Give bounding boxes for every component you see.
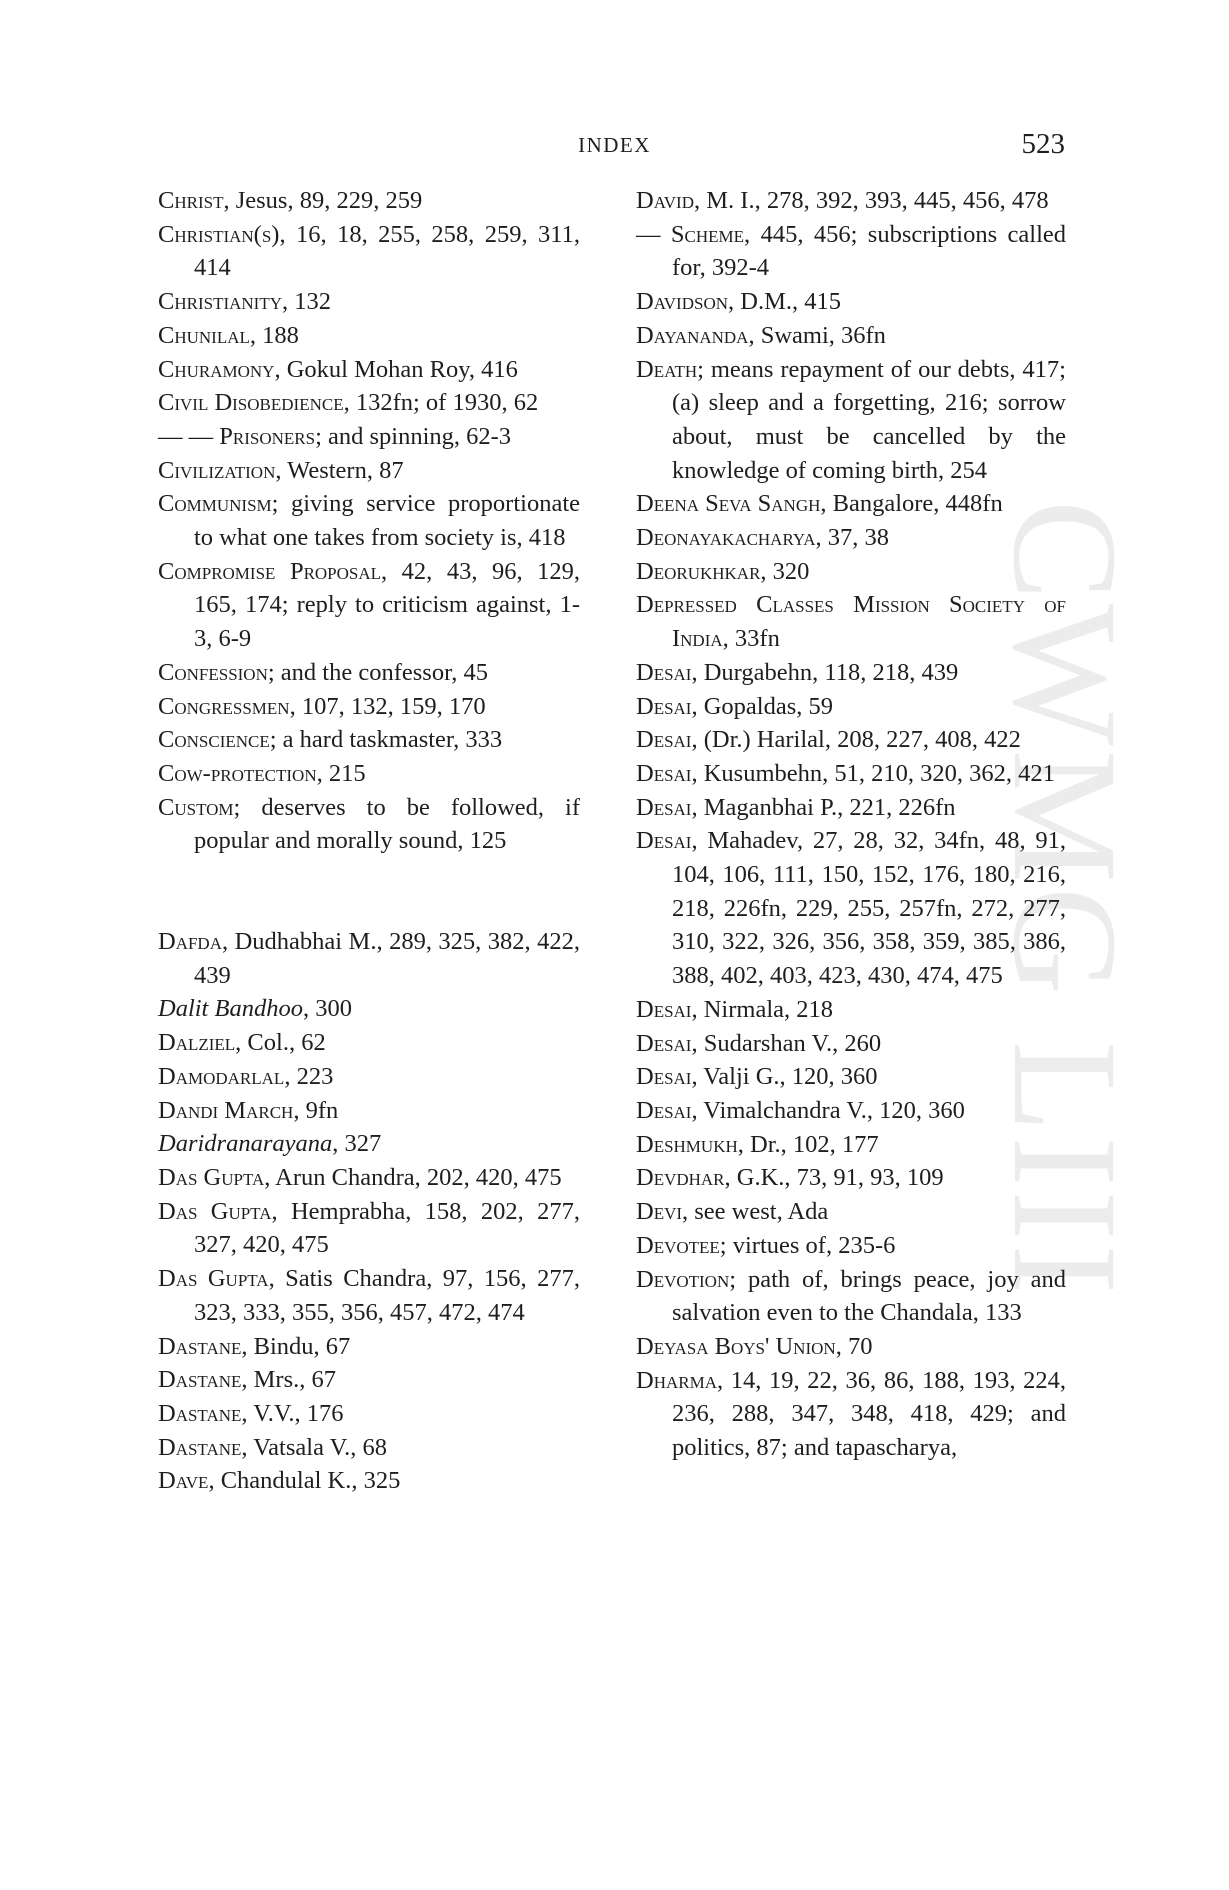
index-entry: [158, 723, 580, 757]
index-entry: [158, 218, 580, 285]
entry-references: , D.M., 415: [728, 288, 841, 316]
entry-references: , Vatsala V., 68: [241, 1433, 388, 1461]
entry-heading: Cow-protection: [158, 759, 317, 787]
entry-heading: Prisoners: [219, 422, 316, 450]
entry-heading: Devdhar: [636, 1164, 725, 1192]
index-entry: [158, 1060, 580, 1094]
entry-references: ; giving service proportionate to what one takes from society is, 418: [194, 490, 580, 552]
index-entry: [636, 656, 1066, 690]
index-entry: [636, 1229, 1066, 1263]
index-entry: [636, 555, 1066, 589]
entry-dash: — —: [158, 422, 220, 450]
entry-references: , 14, 19, 22, 36, 86, 188, 193, 224, 236, 288, 347, 348, 418, 429; and politics, 87; and tapascharya,: [672, 1366, 1066, 1462]
index-entry: [158, 791, 580, 858]
entry-references: ; path of, brings peace, joy and salvation even to the Chandala, 133: [672, 1265, 1066, 1327]
entry-references: , Kusumbehn, 51, 210, 320, 362, 421: [691, 759, 1055, 787]
entry-references: , Valji G., 120, 360: [691, 1063, 878, 1091]
entry-heading: Devi: [636, 1198, 683, 1226]
index-entry: [158, 1127, 580, 1161]
entry-references: , Arun Chandra, 202, 420, 475: [264, 1163, 562, 1191]
entry-heading: Deonayakacharya: [636, 524, 816, 552]
entry-heading: Dafda: [158, 928, 222, 956]
entry-references: , 188: [249, 321, 299, 349]
index-entry: [636, 1195, 1066, 1229]
entry-references: , G.K., 73, 91, 93, 109: [724, 1164, 944, 1192]
index-entry: [158, 1464, 580, 1498]
entry-dash: —: [636, 220, 671, 248]
entry-heading: Dalziel: [158, 1029, 236, 1057]
entry-references: , Mahadev, 27, 28, 32, 34fn, 48, 91, 104, 106, 111, 150, 152, 176, 180, 216, 218, 226fn, 229, 255, 257fn, 272, 277, 310, 322, 326, 356, 358, 359, 385, 386, 388, 402, 403, 423, 430, 474, 475: [672, 827, 1066, 990]
index-entry: [158, 555, 580, 656]
index-entry: [158, 487, 580, 554]
entry-heading: Desai: [636, 726, 692, 754]
entry-heading: Desai: [636, 692, 692, 720]
index-entry: [158, 1195, 580, 1262]
index-entry: [636, 1364, 1066, 1465]
entry-heading: Das Gupta: [158, 1163, 265, 1191]
entry-references: , Swami, 36fn: [748, 321, 886, 349]
entry-references: ; means repayment of our debts, 417; (a) sleep and a forgetting, 216; sorrow about, must be cancelled by the knowledge of coming birth, 254: [672, 355, 1066, 484]
index-entry: [636, 1027, 1066, 1061]
index-entry: [636, 319, 1066, 353]
entry-heading: Das Gupta: [158, 1265, 269, 1293]
entry-references: , 33fn: [722, 625, 780, 653]
entry-references: , Dr., 102, 177: [737, 1130, 879, 1158]
entry-heading: Desai: [636, 1029, 692, 1057]
entry-references: , Bindu, 67: [241, 1332, 351, 1360]
index-entry: [636, 1128, 1066, 1162]
index-entry: [636, 993, 1066, 1027]
entry-references: , Chandulal K., 325: [208, 1467, 401, 1495]
index-entry: [158, 1431, 580, 1465]
index-column-right: [636, 184, 1066, 1465]
entry-heading: Dandi March: [158, 1096, 294, 1124]
entry-heading: Davidson: [636, 288, 729, 316]
entry-heading: Desai: [636, 793, 692, 821]
index-entry: [636, 1060, 1066, 1094]
entry-references: , Jesus, 89, 229, 259: [223, 187, 423, 214]
index-entry: [158, 757, 580, 791]
entry-references: , 320: [760, 557, 810, 585]
index-entry: [636, 285, 1066, 319]
entry-references: , Sudarshan V., 260: [691, 1029, 882, 1057]
entry-references: , Gopaldas, 59: [691, 692, 834, 720]
entry-heading-italic: Dalit Bandhoo: [158, 995, 303, 1023]
entry-references: , 223: [284, 1062, 334, 1090]
entry-references: , 16, 18, 255, 258, 259, 311, 414: [194, 220, 580, 282]
index-entry: [636, 824, 1066, 993]
index-group-c: [158, 184, 580, 858]
entry-heading: Conscience: [158, 726, 270, 754]
entry-references: , Satis Chandra, 97, 156, 277, 323, 333, 355, 356, 457, 472, 474: [194, 1265, 580, 1326]
entry-heading: Custom: [158, 793, 234, 821]
entry-heading: Communism: [158, 490, 272, 518]
entry-heading: Desai: [636, 658, 692, 686]
entry-references: , 445, 456; subscriptions called for, 392-4: [672, 220, 1066, 282]
index-entry: [636, 1263, 1066, 1330]
entry-heading: Desai: [636, 995, 692, 1023]
entry-heading: David: [636, 187, 694, 214]
entry-heading: Dastane: [158, 1433, 242, 1461]
entry-heading: Christianity: [158, 288, 282, 316]
entry-heading: Deshmukh: [636, 1130, 738, 1158]
entry-heading: Dastane: [158, 1399, 242, 1427]
index-entry: [158, 992, 580, 1026]
entry-references: , 107, 132, 159, 170: [289, 692, 486, 720]
index-entry: [158, 386, 580, 420]
index-entry: [158, 285, 580, 319]
entry-references: , 300: [302, 995, 352, 1023]
index-entry: [636, 184, 1066, 218]
index-entry: [636, 353, 1066, 488]
index-entry: [636, 521, 1066, 555]
entry-references: , Durgabehn, 118, 218, 439: [691, 658, 959, 686]
entry-references: , 215: [316, 759, 366, 787]
index-entry: [636, 588, 1066, 655]
entry-references: , M. I., 278, 392, 393, 445, 456, 478: [694, 187, 1049, 214]
entry-heading: Dastane: [158, 1332, 242, 1360]
index-entry: [636, 690, 1066, 724]
section-gap: [158, 858, 580, 925]
index-entry: [158, 319, 580, 353]
entry-heading: Desai: [636, 759, 692, 787]
page-number: 523: [1021, 128, 1065, 160]
index-entry: [158, 1262, 580, 1329]
entry-references: , Col., 62: [235, 1029, 326, 1057]
entry-references: , 132fn; of 1930, 62: [343, 389, 539, 417]
entry-heading: Deorukhkar: [636, 557, 761, 585]
entry-heading: Desai: [636, 1096, 692, 1124]
index-entry: [158, 1397, 580, 1431]
entry-heading: Chunilal: [158, 321, 250, 349]
index-entry: [636, 218, 1066, 285]
entry-heading: Damodarlal: [158, 1062, 285, 1090]
entry-heading: Devotion: [636, 1265, 730, 1293]
index-entry: [158, 1330, 580, 1364]
index-group-d: [158, 925, 580, 1498]
entry-heading: Desai: [636, 1063, 692, 1091]
index-entry: [158, 1026, 580, 1060]
index-entry: [158, 420, 580, 454]
entry-references: , Maganbhai P., 221, 226fn: [691, 793, 956, 821]
entry-references: , 37, 38: [815, 524, 890, 552]
entry-heading: Civil Disobedience: [158, 389, 344, 417]
entry-references: , Western, 87: [275, 456, 404, 484]
entry-references: ; a hard taskmaster, 333: [269, 726, 503, 754]
entry-heading: Dave: [158, 1467, 209, 1495]
entry-heading: Devotee: [636, 1231, 720, 1259]
index-entry: [636, 791, 1066, 825]
entry-heading: Civilization: [158, 456, 276, 484]
entry-heading: Churamony: [158, 355, 275, 383]
index-entry: [636, 1330, 1066, 1364]
entry-references: , 42, 43, 96, 129, 165, 174; reply to criticism against, 1-3, 6-9: [194, 557, 580, 653]
entry-heading: Dharma: [636, 1366, 717, 1394]
entry-references: , Bangalore, 448fn: [820, 490, 1003, 518]
entry-heading: Deyasa Boys' Union: [636, 1332, 836, 1360]
entry-references: , 132: [282, 288, 331, 316]
entry-heading: Das Gupta: [158, 1197, 272, 1225]
entry-references: , Mrs., 67: [241, 1366, 336, 1394]
entry-heading: Desai: [636, 827, 692, 855]
entry-references: ; virtues of, 235-6: [719, 1231, 896, 1259]
index-entry: [158, 1161, 580, 1195]
entry-heading-italic: Daridranarayana: [158, 1130, 333, 1158]
index-entry: [636, 1094, 1066, 1128]
index-entry: [158, 353, 580, 387]
entry-heading: Confession: [158, 658, 268, 686]
entry-heading: Christian(s): [158, 220, 280, 248]
entry-references: ; and spinning, 62-3: [315, 422, 512, 450]
entry-heading: Depressed Classes Mission Society of India: [636, 591, 1066, 653]
index-entry: [158, 1363, 580, 1397]
entry-references: , 70: [835, 1332, 873, 1360]
entry-references: ; and the confessor, 45: [267, 658, 489, 686]
entry-heading: Dastane: [158, 1366, 242, 1394]
entry-heading: Deena Seva Sangh: [636, 490, 821, 518]
entry-references: , Nirmala, 218: [691, 995, 834, 1023]
index-group-d-continued: [636, 184, 1066, 1465]
entry-references: , Dudhabhai M., 289, 325, 382, 422, 439: [194, 928, 580, 989]
entry-heading: Scheme: [670, 220, 745, 248]
entry-heading: Dayananda: [636, 321, 749, 349]
index-entry: [158, 184, 580, 218]
entry-references: , (Dr.) Harilal, 208, 227, 408, 422: [691, 726, 1021, 754]
entry-heading: Compromise Proposal: [158, 557, 382, 585]
index-entry: [158, 1094, 580, 1128]
index-entry: [636, 757, 1066, 791]
entry-references: , 327: [332, 1130, 382, 1158]
index-entry: [636, 487, 1066, 521]
entry-heading: Congressmen: [158, 692, 290, 720]
entry-references: , V.V., 176: [241, 1399, 344, 1427]
index-entry: [158, 925, 580, 992]
running-header: INDEX: [578, 133, 651, 157]
index-entry: [158, 454, 580, 488]
entry-references: ; deserves to be followed, if popular and morally sound, 125: [194, 793, 580, 855]
index-entry: [636, 1161, 1066, 1195]
entry-references: , Hemprabha, 158, 202, 277, 327, 420, 475: [194, 1197, 580, 1259]
index-entry: [158, 690, 580, 724]
entry-references: , Vimalchandra V., 120, 360: [691, 1096, 965, 1124]
watermark: CWMG LIII: [982, 500, 1148, 1299]
index-entry: [158, 656, 580, 690]
entry-references: , see west, Ada: [682, 1198, 829, 1226]
entry-references: , 9fn: [293, 1096, 339, 1124]
index-entry: [636, 723, 1066, 757]
entry-heading: Christ: [158, 187, 224, 214]
entry-heading: Death: [636, 355, 698, 383]
entry-references: , Gokul Mohan Roy, 416: [274, 355, 518, 383]
index-column-left: [158, 184, 580, 1498]
